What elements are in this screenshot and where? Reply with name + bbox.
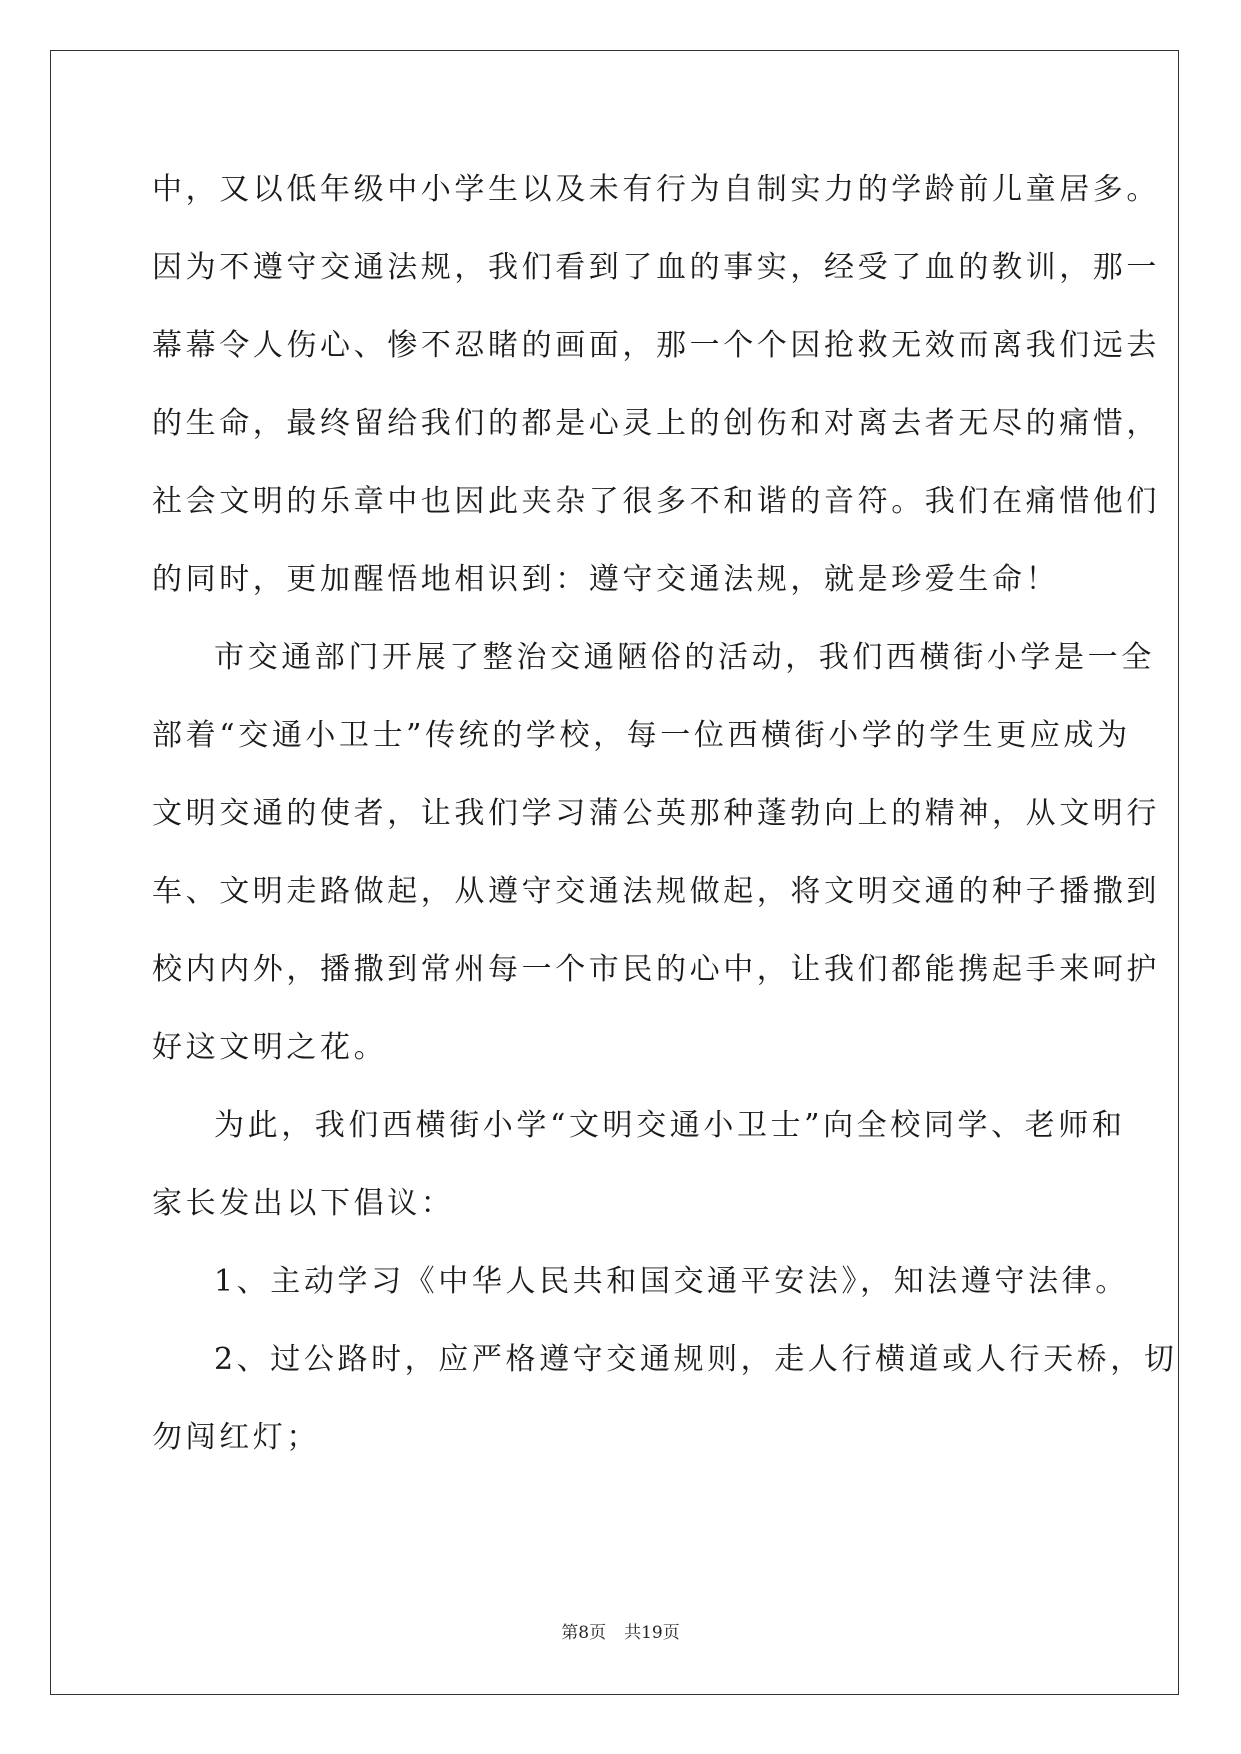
list-item-2: 2、过公路时，应严格遵守交通规则，走人行横道或人行天桥，切 <box>214 1342 1178 1377</box>
text-line: 因为不遵守交通法规，我们看到了血的事实，经受了血的教训，那一 <box>152 250 1160 285</box>
text-line: 家长发出以下倡议： <box>152 1186 455 1221</box>
text-line: 的同时，更加醒悟地相识到：遵守交通法规，就是珍爱生命！ <box>152 562 1060 597</box>
text-line: 幕幕令人伤心、惨不忍睹的画面，那一个个因抢救无效而离我们远去 <box>152 328 1160 363</box>
paragraph-start-line: 市交通部门开展了整治交通陋俗的活动，我们西横街小学是一全 <box>214 640 1155 675</box>
text-line: 车、文明走路做起，从遵守交通法规做起，将文明交通的种子播撒到 <box>152 874 1160 909</box>
document-body <box>152 160 1178 1486</box>
text-line: 好这文明之花。 <box>152 1030 388 1065</box>
list-item-1: 1、主动学习《中华人民共和国交通平安法》，知法遵守法律。 <box>214 1264 1129 1299</box>
text-line: 校内内外，播撒到常州每一个市民的心中，让我们都能携起手来呵护 <box>152 952 1160 987</box>
text-line: 文明交通的使者，让我们学习蒲公英那种蓬勃向上的精神，从文明行 <box>152 796 1160 831</box>
text-line: 社会文明的乐章中也因此夹杂了很多不和谐的音符。我们在痛惜他们 <box>152 484 1160 519</box>
page-number: 第8页 <box>561 1623 607 1643</box>
page-footer <box>0 1618 1241 1643</box>
text-line: 中，又以低年级中小学生以及未有行为自制实力的学龄前儿童居多。 <box>152 172 1160 207</box>
text-line: 的生命，最终留给我们的都是心灵上的创伤和对离去者无尽的痛惜， <box>152 406 1160 441</box>
text-line: 勿闯红灯； <box>152 1420 320 1455</box>
paragraph-start-line: 为此，我们西横街小学“文明交通小卫士”向全校同学、老师和 <box>214 1108 1126 1143</box>
page-total: 共19页 <box>624 1623 680 1643</box>
text-line: 部着“交通小卫士”传统的学校，每一位西横街小学的学生更应成为 <box>152 718 1131 753</box>
